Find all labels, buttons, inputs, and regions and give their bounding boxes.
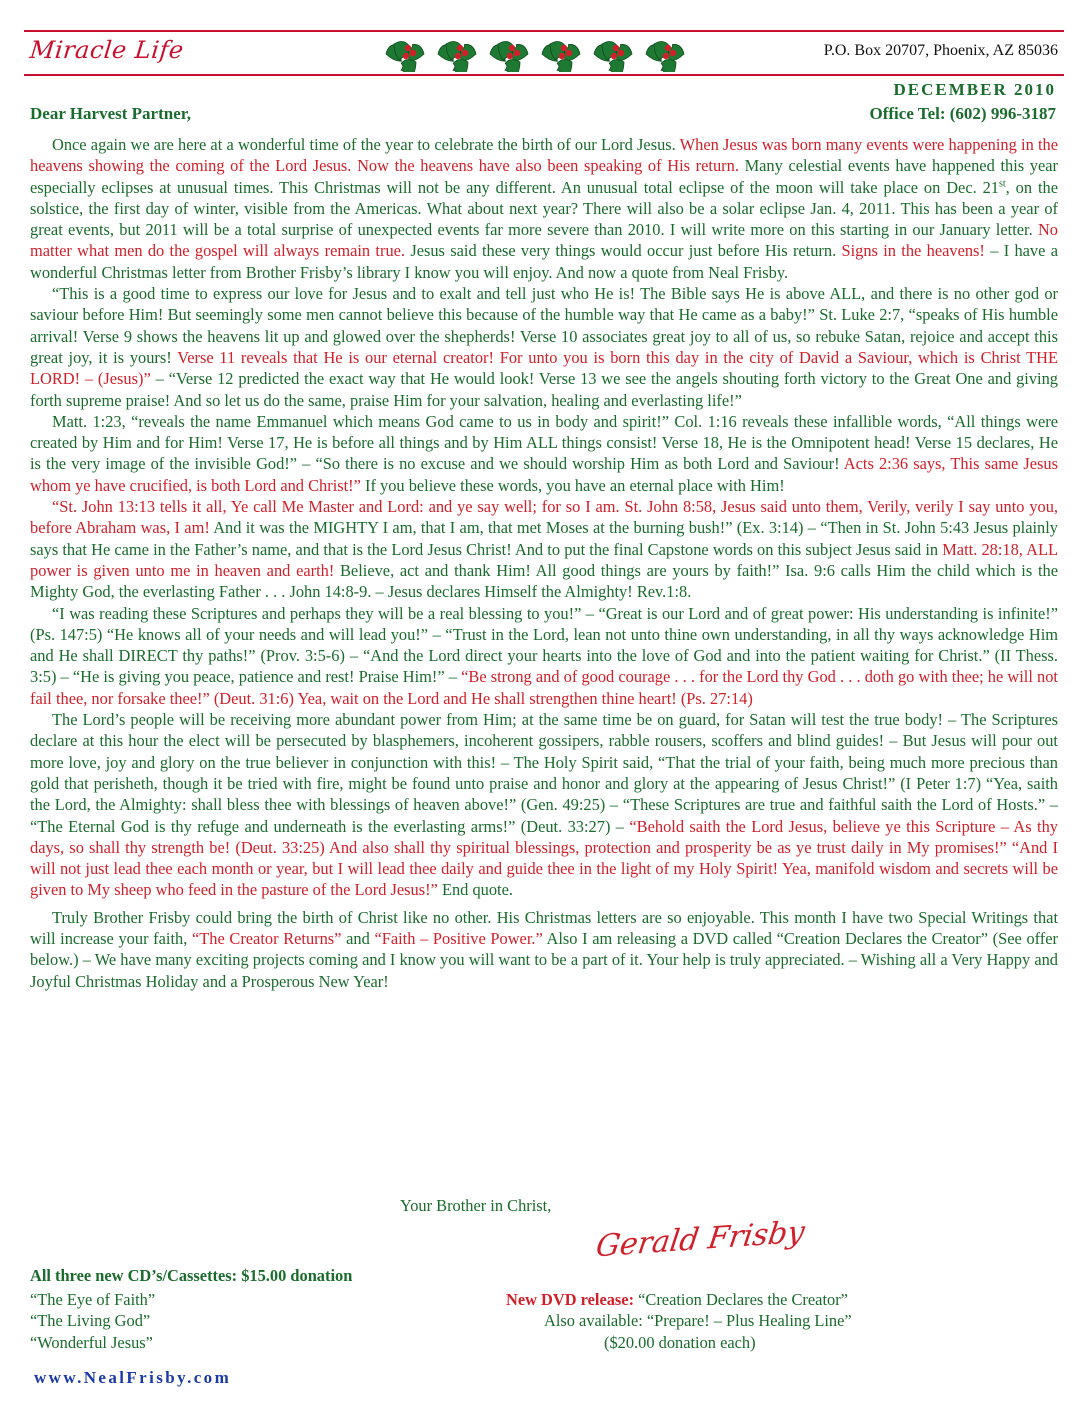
paragraph-6	[30, 709, 1058, 901]
holly-icon	[378, 32, 696, 72]
paragraph-5	[30, 603, 1058, 709]
cd-item: “The Eye of Faith”	[30, 1290, 156, 1309]
letter-body	[30, 134, 1058, 992]
body-text-run: End quote.	[437, 880, 513, 900]
signature: Gerald Frisby	[593, 1214, 807, 1265]
cd-item: “The Living God”	[30, 1311, 151, 1330]
highlighted-text: Acts 2:36 says, This same Jesus whom ye have crucified, is both Lord and Christ!”	[30, 454, 1059, 495]
office-telephone: Office Tel: (602) 996-3187	[869, 104, 1056, 123]
highlighted-text: When Jesus was born many events were happening in the heavens showing the coming of the Lord Jesus. Now the heavens have also been speaking of His return.	[30, 135, 1058, 176]
body-text-run: Truly Brother Frisby could bring the birth of Christ like no other. His Christmas letters are so enjoyable. This month I have two Special Writings that will increase your faith,	[30, 907, 1058, 948]
body-text-run: – “Verse 12 predicted the exact way that He would look! Verse 13 we see the angels shouting forth victory to the Great One and giving forth supreme praise! And so let us do the same, praise Him for your salvation, healing and everlasting life!”	[30, 369, 1058, 410]
also-available: Also available: “Prepare! – Plus Healing Line”	[544, 1311, 852, 1330]
website-link[interactable]: www.NealFrisby.com	[34, 1368, 232, 1387]
closing: Your Brother in Christ,	[400, 1196, 552, 1215]
highlighted-text: Verse 11 reveals that He is our eternal creator! For unto you is born this day in the city of David a Saviour, which is Christ THE LORD! – (Jesus)”	[30, 347, 1058, 389]
body-text-run: Jesus said these very things would occur just before His return.	[405, 241, 842, 261]
body-text-run: “This is a good time to express our love for Jesus and to exalt and tell just who He is! The Bible says He is above ALL, and there is no other god or saviour before Him! But seemingly some men cannot believe this because of the humble way that He came as a baby!” St. Luke 2:7, “speaks of His humble arrival! Verse 9 shows the heavens lit up and glowed over the shepherds! Verse 10 associates great joy to all of us, so rebuke Satan, rejoice and accept this great joy, it is yours!	[30, 284, 1058, 367]
paragraph-3	[30, 411, 1058, 496]
highlighted-text: “Faith – Positive Power.”	[374, 928, 543, 948]
highlighted-text: “St. John 13:13 tells it all, Ye call Me Master and Lord: and ye say well; for so I am. St. John 8:58, Jesus said unto them, Verily, verily I say unto you, before Abraham was, I am!	[30, 497, 1058, 538]
paragraph-2	[30, 283, 1058, 411]
header-rule	[24, 74, 1064, 76]
body-text-run: and	[341, 928, 375, 948]
letter-date: DECEMBER 2010	[893, 80, 1056, 99]
highlighted-text: “Behold saith the Lord Jesus, believe ye this Scripture – As thy days, so shall thy strength be! (Deut. 33:25) And also shall thy spiritual blessings, protection and prosperity be as ye trust daily in My promises!” “And I will not just lead thee each month or year, but I will lead thee daily and guide thee in the light of my Holy Spirit! Yea, manifold wisdom and secrets will be given to My sheep who feed in the pasture of the Lord Jesus!”	[30, 816, 1058, 900]
cd-item: “Wonderful Jesus”	[30, 1333, 153, 1352]
header-address: P.O. Box 20707, Phoenix, AZ 85036	[823, 42, 1058, 59]
body-text-run: , on the solstice, the first day of winter, visible from the Americas. What about next year? There will also be a solar eclipse Jan. 4, 2011. This has been a year of great events, but 2011 will be a total surprise of unexpected events far more severe than 2010. I will write more on this starting in our January letter.	[30, 177, 1058, 240]
dvd-title: “Creation Declares the Creator”	[634, 1290, 848, 1309]
highlighted-text: No matter what men do the gospel will always remain true.	[30, 220, 1058, 261]
highlighted-text: Signs in the heavens!	[841, 241, 985, 261]
salutation: Dear Harvest Partner,	[30, 104, 191, 123]
body-text-run: Also I am releasing a DVD called “Creation Declares the Creator” (See offer below.) – We have many exciting projects coming and I know you will want to be a part of it. Your help is truly appreciated. – Wishing all a Very Happy and Joyful Christmas Holiday and a Prosperous New Year!	[30, 928, 1058, 991]
dvd-offer	[506, 1290, 848, 1310]
paragraph-1	[30, 134, 1058, 283]
body-text-run: “I was reading these Scriptures and perhaps they will be a real blessing to you!” – “Great is our Lord and of great power: His understanding is infinite!” (Ps. 147:5) “He knows all of your needs and will lead you!” – “Trust in the Lord, lean not unto thine own understanding, in all thy ways acknowledge Him and He shall DIRECT thy paths!” (Prov. 3:5-6) – “And the Lord direct your hearts into the love of God and into the patient waiting for Christ.” (II Thess. 3:5) – “He is giving you peace, patience and rest! Praise Him!” –	[30, 603, 1058, 687]
paragraph-4	[30, 496, 1058, 602]
body-text-run: Believe, act and thank Him! All good things are yours by faith!” Isa. 9:6 calls Him the child which is the Mighty God, the everlasting Father . . . John 14:8-9. – Jesus declares Himself the Almighty! Rev.1:8.	[30, 560, 1058, 602]
body-text-run: Matt. 1:23, “reveals the name Emmanuel which means God came to us in body and spirit!” Col. 1:16 reveals these infallible words, “All things were created by Him and for Him! Verse 17, He is before all things and by Him ALL things consist! Verse 18, He is the Omnipotent head! Verse 15 declares, He is the very image of the invisible God!” – “So there is no excuse and we should worship Him as both Lord and Saviour!	[30, 411, 1058, 474]
highlighted-text: “The Creator Returns”	[191, 928, 342, 948]
body-text-run: Once again we are here at a wonderful time of the year to celebrate the birth of our Lord Jesus.	[52, 135, 680, 154]
body-text-run: The Lord’s people will be receiving more abundant power from Him; at the same time be on guard, for Satan will test the true body! – The Scriptures declare at this hour the elect will be persecuted by blasphemers, incoherent gossipers, rabble rousers, scoffers and blind guides! – But Jesus will pour out more love, joy and glory on the true believer in conjunction with this! – The Holy Spirit said, “That the trial of your faith, being much more precious than gold that perisheth, though it be tried with fire, might be found unto praise and honor and glory at the appearing of Jesus Christ!” (I Peter 1:7) “Yea, saith the Lord, the Almighty: shall bless thee with blessings of heaven above!” (Gen. 49:25) – “These Scriptures are true and faithful saith the Lord of Hosts.” – “The Eternal God is thy refuge and underneath is the everlasting arms!” (Deut. 33:27) –	[30, 710, 1058, 836]
paragraph-7	[30, 907, 1058, 992]
dvd-price: ($20.00 donation each)	[604, 1333, 756, 1352]
offer-title: All three new CD’s/Cassettes: $15.00 donation	[30, 1266, 353, 1285]
body-text-run: st	[999, 178, 1006, 190]
highlighted-text: Matt. 28:18, ALL power is given unto me in heaven and earth!	[30, 539, 1058, 580]
header-logo: Miracle Life	[28, 36, 186, 64]
body-text-run: If you believe these words, you have an eternal place with Him!	[360, 475, 785, 495]
body-text-run: – I have a wonderful Christmas letter from Brother Frisby’s library I know you will enjoy. And now a quote from Neal Frisby.	[30, 241, 1058, 282]
body-text-run: And it was the MIGHTY I am, that I am, that met Moses at the burning bush!” (Ex. 3:14) – “Then in St. John 5:43 Jesus plainly says that He came in the Father’s name, and that is the Lord Jesus Christ! And to put the final Capstone words on this subject Jesus said in	[30, 518, 1058, 559]
body-text-run: Many celestial events have happened this year especially eclipses at unusual times. This Christmas will not be any different. An unusual total eclipse of the moon will take place on Dec. 21	[30, 156, 1058, 197]
highlighted-text: “Be strong and of good courage . . . for the Lord thy God . . . doth go with thee; he will not fail thee, nor forsake thee!” (Deut. 31:6) Yea, wait on the Lord and He shall strengthen thine heart! (Ps. 27:14)	[30, 667, 1058, 708]
dvd-label: New DVD release:	[506, 1290, 635, 1309]
